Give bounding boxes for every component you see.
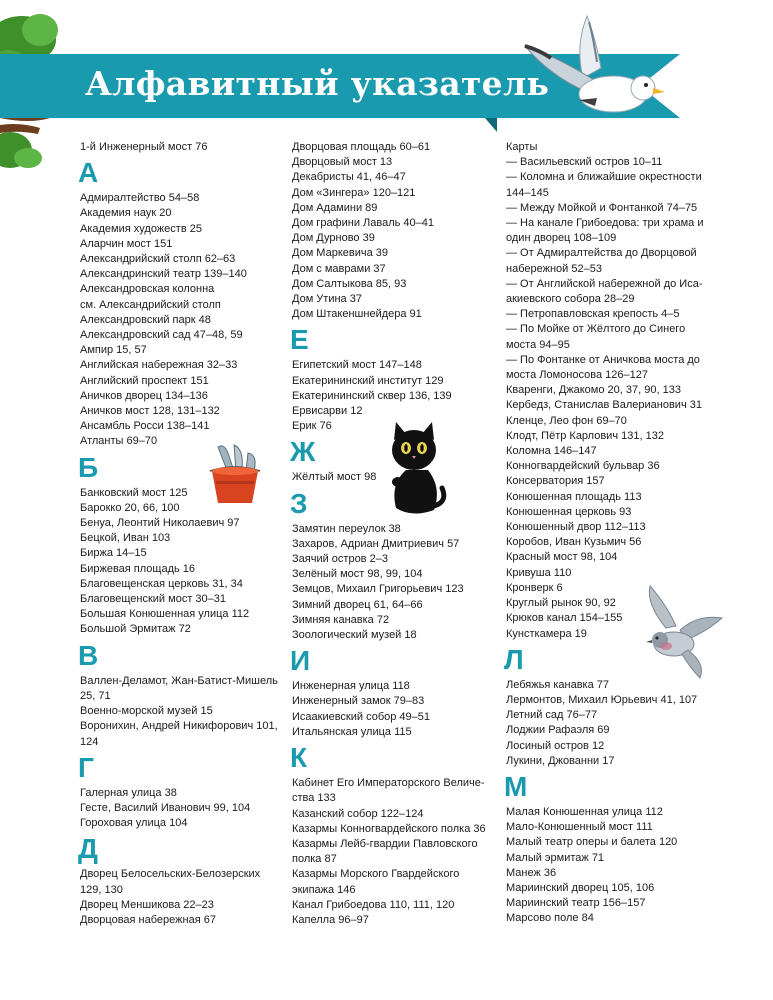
- index-entry: Кунсткамера 19: [506, 627, 587, 640]
- index-entry: Карты: [506, 141, 538, 153]
- index-entry: Дом Утина 37: [292, 293, 362, 306]
- index-entry: Атланты 69–70: [80, 435, 158, 448]
- index-entry: Захаров, Адриан Дмитриевич 57: [292, 537, 460, 550]
- index-letter-b: Б: [78, 451, 99, 483]
- index-entry: Заячий остров 2–3: [292, 553, 388, 566]
- index-letter-l: Л: [504, 643, 524, 675]
- index-entry: Большой Эрмитаж 72: [80, 623, 191, 636]
- index-entry: Большая Конюшенная улица 112: [80, 608, 250, 621]
- index-entry: Красный мост 98, 104: [506, 551, 618, 564]
- index-letter-k: К: [290, 742, 308, 774]
- index-column-3: [506, 140, 711, 927]
- index-entry: Коробов, Иван Кузьмич 56: [506, 536, 642, 549]
- index-entry: Биржа 14–15: [80, 547, 147, 560]
- index-entry: см. Александрийский столп: [80, 298, 221, 311]
- index-entry: полка 87: [292, 853, 337, 866]
- index-entry: Коломна 146–147: [506, 445, 597, 458]
- index-entry: Казанский собор 122–124: [292, 807, 424, 820]
- index-entry: Воронихин, Андрей Никифорович 101,: [80, 720, 278, 733]
- index-entry: Кронверк 6: [506, 581, 563, 594]
- index-entry: — На канале Грибоедова: три храма и: [506, 217, 704, 230]
- index-entry: 124: [80, 735, 99, 748]
- index-entry: Земцов, Михаил Григорьевич 123: [292, 583, 464, 596]
- fish-bucket-illustration: [204, 441, 266, 507]
- index-letter-z: З: [290, 487, 308, 519]
- index-entry: один дворец 108–109: [506, 232, 617, 245]
- index-entry: Гесте, Василий Иванович 99, 104: [80, 801, 251, 814]
- index-entry: Конюшенная площадь 113: [506, 490, 642, 503]
- index-entry: Ервисарви 12: [292, 405, 363, 418]
- index-entry: Ампир 15, 57: [80, 344, 147, 357]
- index-entry: Аничков дворец 134–136: [80, 389, 208, 402]
- index-entry: Замятин переулок 38: [292, 522, 401, 535]
- index-entry: — Между Мойкой и Фонтанкой 74–75: [506, 201, 698, 214]
- index-entry: Мариинский дворец 105, 106: [506, 881, 655, 894]
- index-entry: ства 133: [292, 792, 336, 805]
- index-entry: Малый театр оперы и балета 120: [506, 836, 678, 849]
- index-entry: Дом Маркевича 39: [292, 247, 389, 260]
- index-entry: Александровская колонна: [80, 283, 215, 296]
- index-entry: Казармы Морского Гвардейского: [292, 868, 460, 881]
- index-entry: Дворцовая набережная 67: [80, 913, 216, 926]
- index-entry: Екатерининский сквер 136, 139: [292, 389, 452, 402]
- index-entry: Дом Штакеншнейдера 91: [292, 308, 422, 321]
- index-entry: Галерная улица 38: [80, 786, 177, 799]
- index-entry: Бенуа, Леонтий Николаевич 97: [80, 517, 240, 530]
- pigeon-illustration: [636, 584, 728, 680]
- index-entry: Крюков канал 154–155: [506, 612, 623, 625]
- index-letter-d: Д: [78, 833, 98, 865]
- index-entry: Марсово поле 84: [506, 912, 594, 925]
- index-entry: Дворцовый мост 13: [292, 156, 393, 169]
- index-entry: Александровский сад 47–48, 59: [80, 329, 243, 342]
- index-letter-g: Г: [78, 751, 94, 783]
- banner-fold: [485, 118, 497, 132]
- index-entry: Малая Конюшенная улица 112: [506, 805, 663, 818]
- index-entry: Лермонтов, Михаил Юрьевич 41, 107: [506, 693, 698, 706]
- index-entry: Манеж 36: [506, 866, 557, 879]
- index-entry: Конюшенный двор 112–113: [506, 521, 646, 534]
- index-entry: — Петропавловская крепость 4–5: [506, 308, 680, 321]
- index-letter-m: М: [504, 770, 528, 802]
- index-entry: — От Английской набережной до Иса-: [506, 277, 703, 290]
- index-entry: Дом «Зингера» 120–121: [292, 186, 416, 199]
- index-entry: — По Мойке от Жёлтого до Синего: [506, 323, 686, 336]
- index-entry: Круглый рынок 90, 92: [506, 597, 616, 610]
- index-entry: Зимний дворец 61, 64–66: [292, 598, 423, 611]
- index-entry: моста 94–95: [506, 338, 570, 351]
- page-title: Алфавитный указатель: [85, 64, 550, 103]
- index-entry: акиевского собора 28–29: [506, 293, 635, 306]
- index-entry: — От Адмиралтейства до Дворцовой: [506, 247, 697, 260]
- index-entry: Клодт, Пётр Карлович 131, 132: [506, 429, 664, 442]
- index-entry: моста Ломоносова 126–127: [506, 369, 648, 382]
- index-entry: Дом графини Лаваль 40–41: [292, 217, 434, 230]
- index-entry: — Коломна и ближайшие окрестности: [506, 171, 702, 184]
- index-entry: Дом Дурново 39: [292, 232, 375, 245]
- index-entry: экипажа 146: [292, 883, 356, 896]
- index-entry: Английская набережная 32–33: [80, 359, 238, 372]
- index-entry: Канал Грибоедова 110, 111, 120: [292, 898, 455, 911]
- index-entry: Мариинский театр 156–157: [506, 897, 646, 910]
- index-entry: Зимняя канавка 72: [292, 613, 390, 626]
- index-entry: Гороховая улица 104: [80, 817, 188, 830]
- index-column-1: [80, 140, 280, 928]
- index-entry: Инженерный замок 79–83: [292, 695, 425, 708]
- index-entry: Аничков мост 128, 131–132: [80, 405, 220, 418]
- index-entry: Консерватория 157: [506, 475, 605, 488]
- index-entry: Зелёный мост 98, 99, 104: [292, 568, 423, 581]
- index-entry: Инженерная улица 118: [292, 680, 410, 693]
- index-entry: Исаакиевский собор 49–51: [292, 710, 431, 723]
- index-entry: Лосиный остров 12: [506, 739, 605, 752]
- index-entry: Лебяжья канавка 77: [506, 678, 610, 691]
- index-entry: Александринский театр 139–140: [80, 268, 247, 281]
- index-entry: Кленце, Лео фон 69–70: [506, 414, 627, 427]
- index-entry: Бецкой, Иван 103: [80, 532, 171, 545]
- index-entry: Академия художеств 25: [80, 222, 202, 235]
- index-entry: Дворец Меншикова 22–23: [80, 898, 214, 911]
- index-entry: Летний сад 76–77: [506, 709, 598, 722]
- index-entry: Кабинет Его Императорского Величе-: [292, 777, 485, 790]
- index-entry: Малый эрмитаж 71: [506, 851, 605, 864]
- index-entry: Ерик 76: [292, 420, 332, 433]
- index-letter-v: В: [78, 639, 99, 671]
- index-entry: Казармы Конногвардейского полка 36: [292, 822, 486, 835]
- index-entry: Благовещенская церковь 31, 34: [80, 577, 243, 590]
- index-column-2: [292, 140, 497, 928]
- index-entry: Александрийский столп 62–63: [80, 253, 236, 266]
- index-entry: 25, 71: [80, 689, 111, 702]
- index-entry: Декабристы 41, 46–47: [292, 171, 406, 184]
- index-entry: Английский проспект 151: [80, 374, 209, 387]
- black-cat-illustration: [376, 418, 448, 520]
- index-entry: Дом Салтыкова 85, 93: [292, 277, 407, 290]
- index-letter-i: И: [290, 645, 311, 677]
- index-entry: — Васильевский остров 10–11: [506, 156, 663, 169]
- index-entry: Лоджии Рафаэля 69: [506, 724, 610, 737]
- index-letter-a: А: [78, 157, 99, 189]
- index-entry: Казармы Лейб-гвардии Павловского: [292, 837, 478, 850]
- index-entry: Ансамбль Росси 138–141: [80, 420, 210, 433]
- index-entry: Конногвардейский бульвар 36: [506, 460, 660, 473]
- index-entry: Мало-Конюшенный мост 111: [506, 821, 653, 834]
- index-entry: 144–145: [506, 186, 549, 199]
- index-entry: Жёлтый мост 98: [292, 471, 377, 484]
- index-entry: Академия наук 20: [80, 207, 172, 220]
- index-entry: Екатерининский институт 129: [292, 374, 444, 387]
- index-entry: Аларчин мост 151: [80, 237, 173, 250]
- index-entry: Зоологический музей 18: [292, 629, 417, 642]
- index-letter-zh: Ж: [290, 436, 316, 468]
- index-entry: Капелла 96–97: [292, 913, 369, 926]
- index-entry: Дворец Белосельских-Белозерских: [80, 868, 261, 881]
- index-entry: Кербедз, Станислав Валерианович 31: [506, 399, 702, 412]
- index-entry: Дом с маврами 37: [292, 262, 386, 275]
- index-entry: Благовещенский мост 30–31: [80, 593, 226, 606]
- index-entry: Конюшенная церковь 93: [506, 505, 632, 518]
- index-entry: Египетский мост 147–148: [292, 359, 422, 372]
- index-entry: Александровский парк 48: [80, 313, 211, 326]
- index-entry: Барокко 20, 66, 100: [80, 501, 180, 514]
- index-entry: набережной 52–53: [506, 262, 602, 275]
- index-entry: Адмиралтейство 54–58: [80, 192, 200, 205]
- index-entry: 1-й Инженерный мост 76: [80, 141, 208, 153]
- index-entry: Биржевая площадь 16: [80, 562, 196, 575]
- index-entry: Кривуша 110: [506, 566, 572, 579]
- index-entry: Дворцовая площадь 60–61: [292, 141, 431, 153]
- index-entry: Военно-морской музей 15: [80, 705, 213, 718]
- seagull-illustration: [505, 6, 665, 134]
- index-entry: Банковский мост 125: [80, 486, 188, 499]
- index-entry: Дом Адамини 89: [292, 201, 378, 214]
- index-entry: 129, 130: [80, 883, 123, 896]
- index-entry: Итальянская улица 115: [292, 725, 412, 738]
- index-letter-ye: Е: [290, 324, 309, 356]
- index-entry: Кваренги, Джакомо 20, 37, 90, 133: [506, 384, 681, 397]
- index-entry: — По Фонтанке от Аничкова моста до: [506, 353, 700, 366]
- index-entry: Лукини, Джованни 17: [506, 754, 615, 767]
- index-entry: Валлен-Деламот, Жан-Батист-Мишель: [80, 674, 278, 687]
